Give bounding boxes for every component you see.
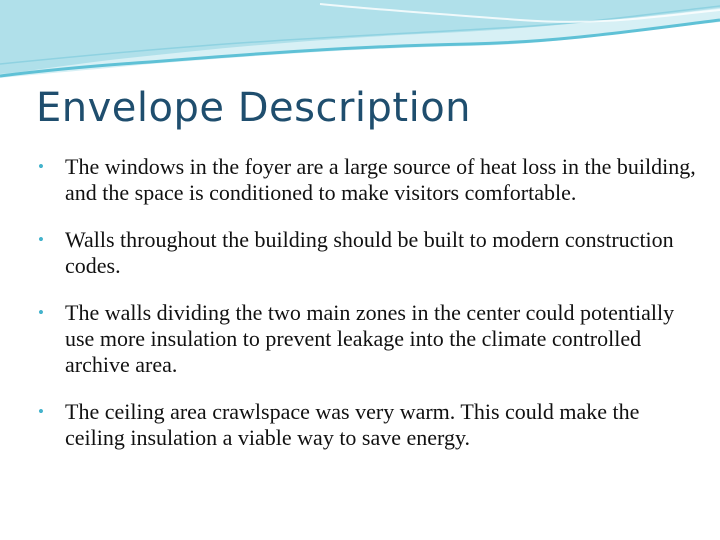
bullet-list [36,154,696,472]
bullet-text: The ceiling area crawlspace was very warm. This could make the ceiling insulation a viable way to save energy. [65,399,640,450]
bullet-marker: • [38,402,44,421]
bullet-marker: • [38,157,44,176]
bullet-item [36,300,696,378]
bullet-text: The windows in the foyer are a large source of heat loss in the building, and the space is conditioned to make visitors comfortable. [65,154,696,205]
bullet-item [36,399,696,451]
bullet-text: Walls throughout the building should be built to modern construction codes. [65,227,674,278]
bullet-marker: • [38,230,44,249]
bullet-item [36,227,696,279]
slide-title: Envelope Description [36,85,472,131]
bullet-marker: • [38,303,44,322]
bullet-item [36,154,696,206]
bullet-text: The walls dividing the two main zones in the center could potentially use more insulation to prevent leakage into the climate controlled archive area. [65,300,675,377]
